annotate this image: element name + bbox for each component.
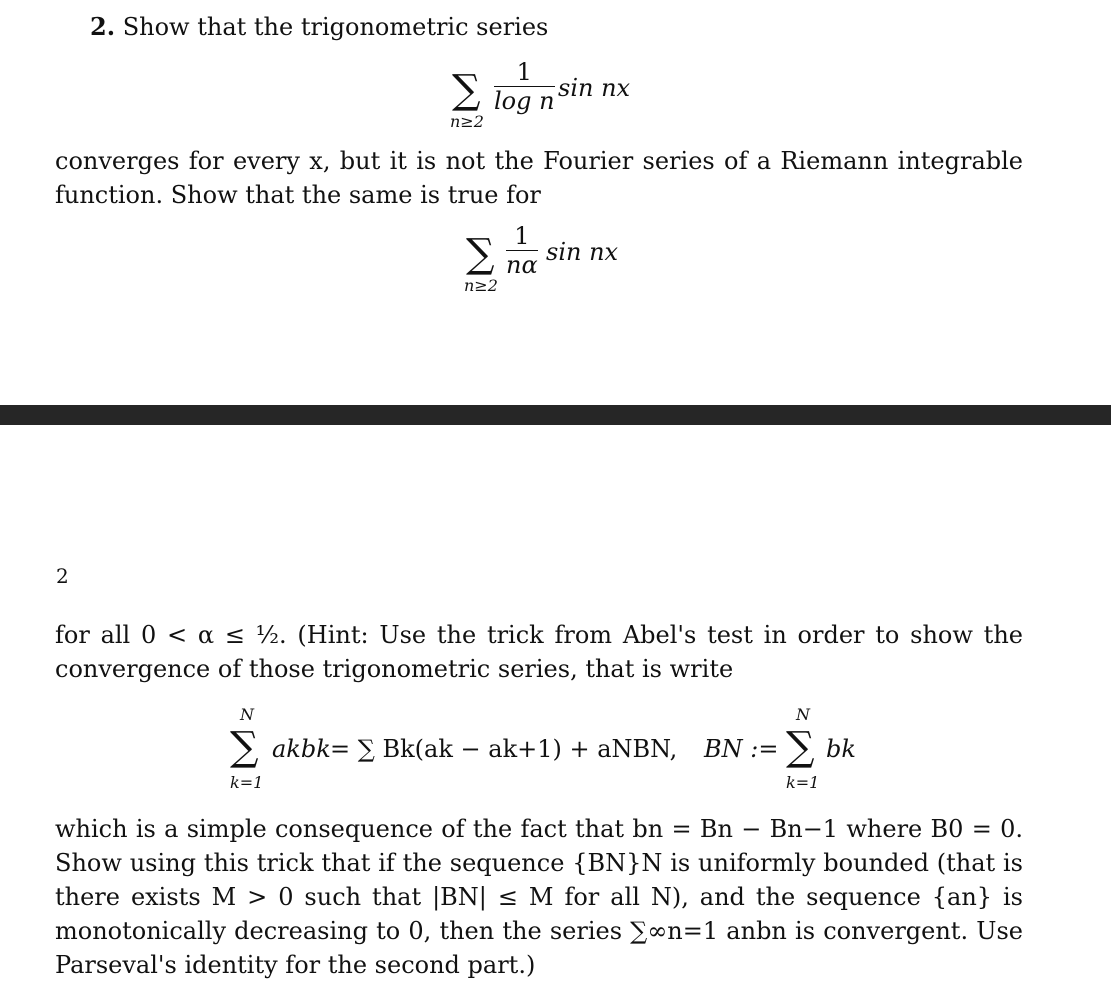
fraction-denominator: nα xyxy=(506,251,538,279)
paragraph-2: converges for every x, but it is not the Fourier series of a Riemann integrable function. Show that the same is true for xyxy=(55,147,1023,209)
series-term: sin nx xyxy=(546,238,619,266)
problem-number: 2. xyxy=(90,12,116,41)
def-sum-upper: N xyxy=(796,705,810,724)
page-number: 2 xyxy=(56,564,69,588)
fraction xyxy=(506,222,538,279)
def-term: bk xyxy=(826,735,856,763)
page-divider xyxy=(0,405,1111,425)
sum-subscript: n≥2 xyxy=(464,276,498,295)
sum-symbol: ∑ xyxy=(466,231,495,277)
sum-symbol: ∑ xyxy=(230,724,259,770)
abel-rhs: = ∑ Bk(ak − ak+1) + aNBN, xyxy=(330,735,678,763)
def-sum-lower: k=1 xyxy=(786,773,820,792)
fraction-denominator: log n xyxy=(494,87,555,115)
sum-lower: k=1 xyxy=(230,773,264,792)
abel-formula xyxy=(228,705,928,795)
abel-def-lhs: BN := xyxy=(704,735,779,763)
paragraph-4: which is a simple consequence of the fact that bn = Bn − Bn−1 where B0 = 0. Show using this trick that if the sequence {BN}N is uniformly bounded (that is there exists M > 0 such that |BN| ≤ M for all N), and the sequence {an} is monotonically decreasing to 0, then the series ∑∞n=1 anbn is convergent. Use Parseval's identity for the second part.) xyxy=(55,815,1023,979)
series-2 xyxy=(464,222,664,302)
series-term: sin nx xyxy=(558,74,631,102)
sum-upper: N xyxy=(240,705,254,724)
def-sum-symbol: ∑ xyxy=(786,724,815,770)
series-1 xyxy=(450,58,650,138)
fraction-numerator: 1 xyxy=(506,222,538,251)
problem-statement-1 xyxy=(90,12,548,41)
fraction xyxy=(494,58,555,115)
fraction-numerator: 1 xyxy=(494,58,555,87)
sum-symbol: ∑ xyxy=(452,67,481,113)
abel-lhs-term: akbk xyxy=(272,735,331,763)
problem-intro: Show that the trigonometric series xyxy=(122,13,549,41)
paragraph-3: for all 0 < α ≤ ½. (Hint: Use the trick from Abel's test in order to show the convergence of those trigonometric series, that is write xyxy=(55,621,1023,683)
sum-subscript: n≥2 xyxy=(450,112,484,131)
